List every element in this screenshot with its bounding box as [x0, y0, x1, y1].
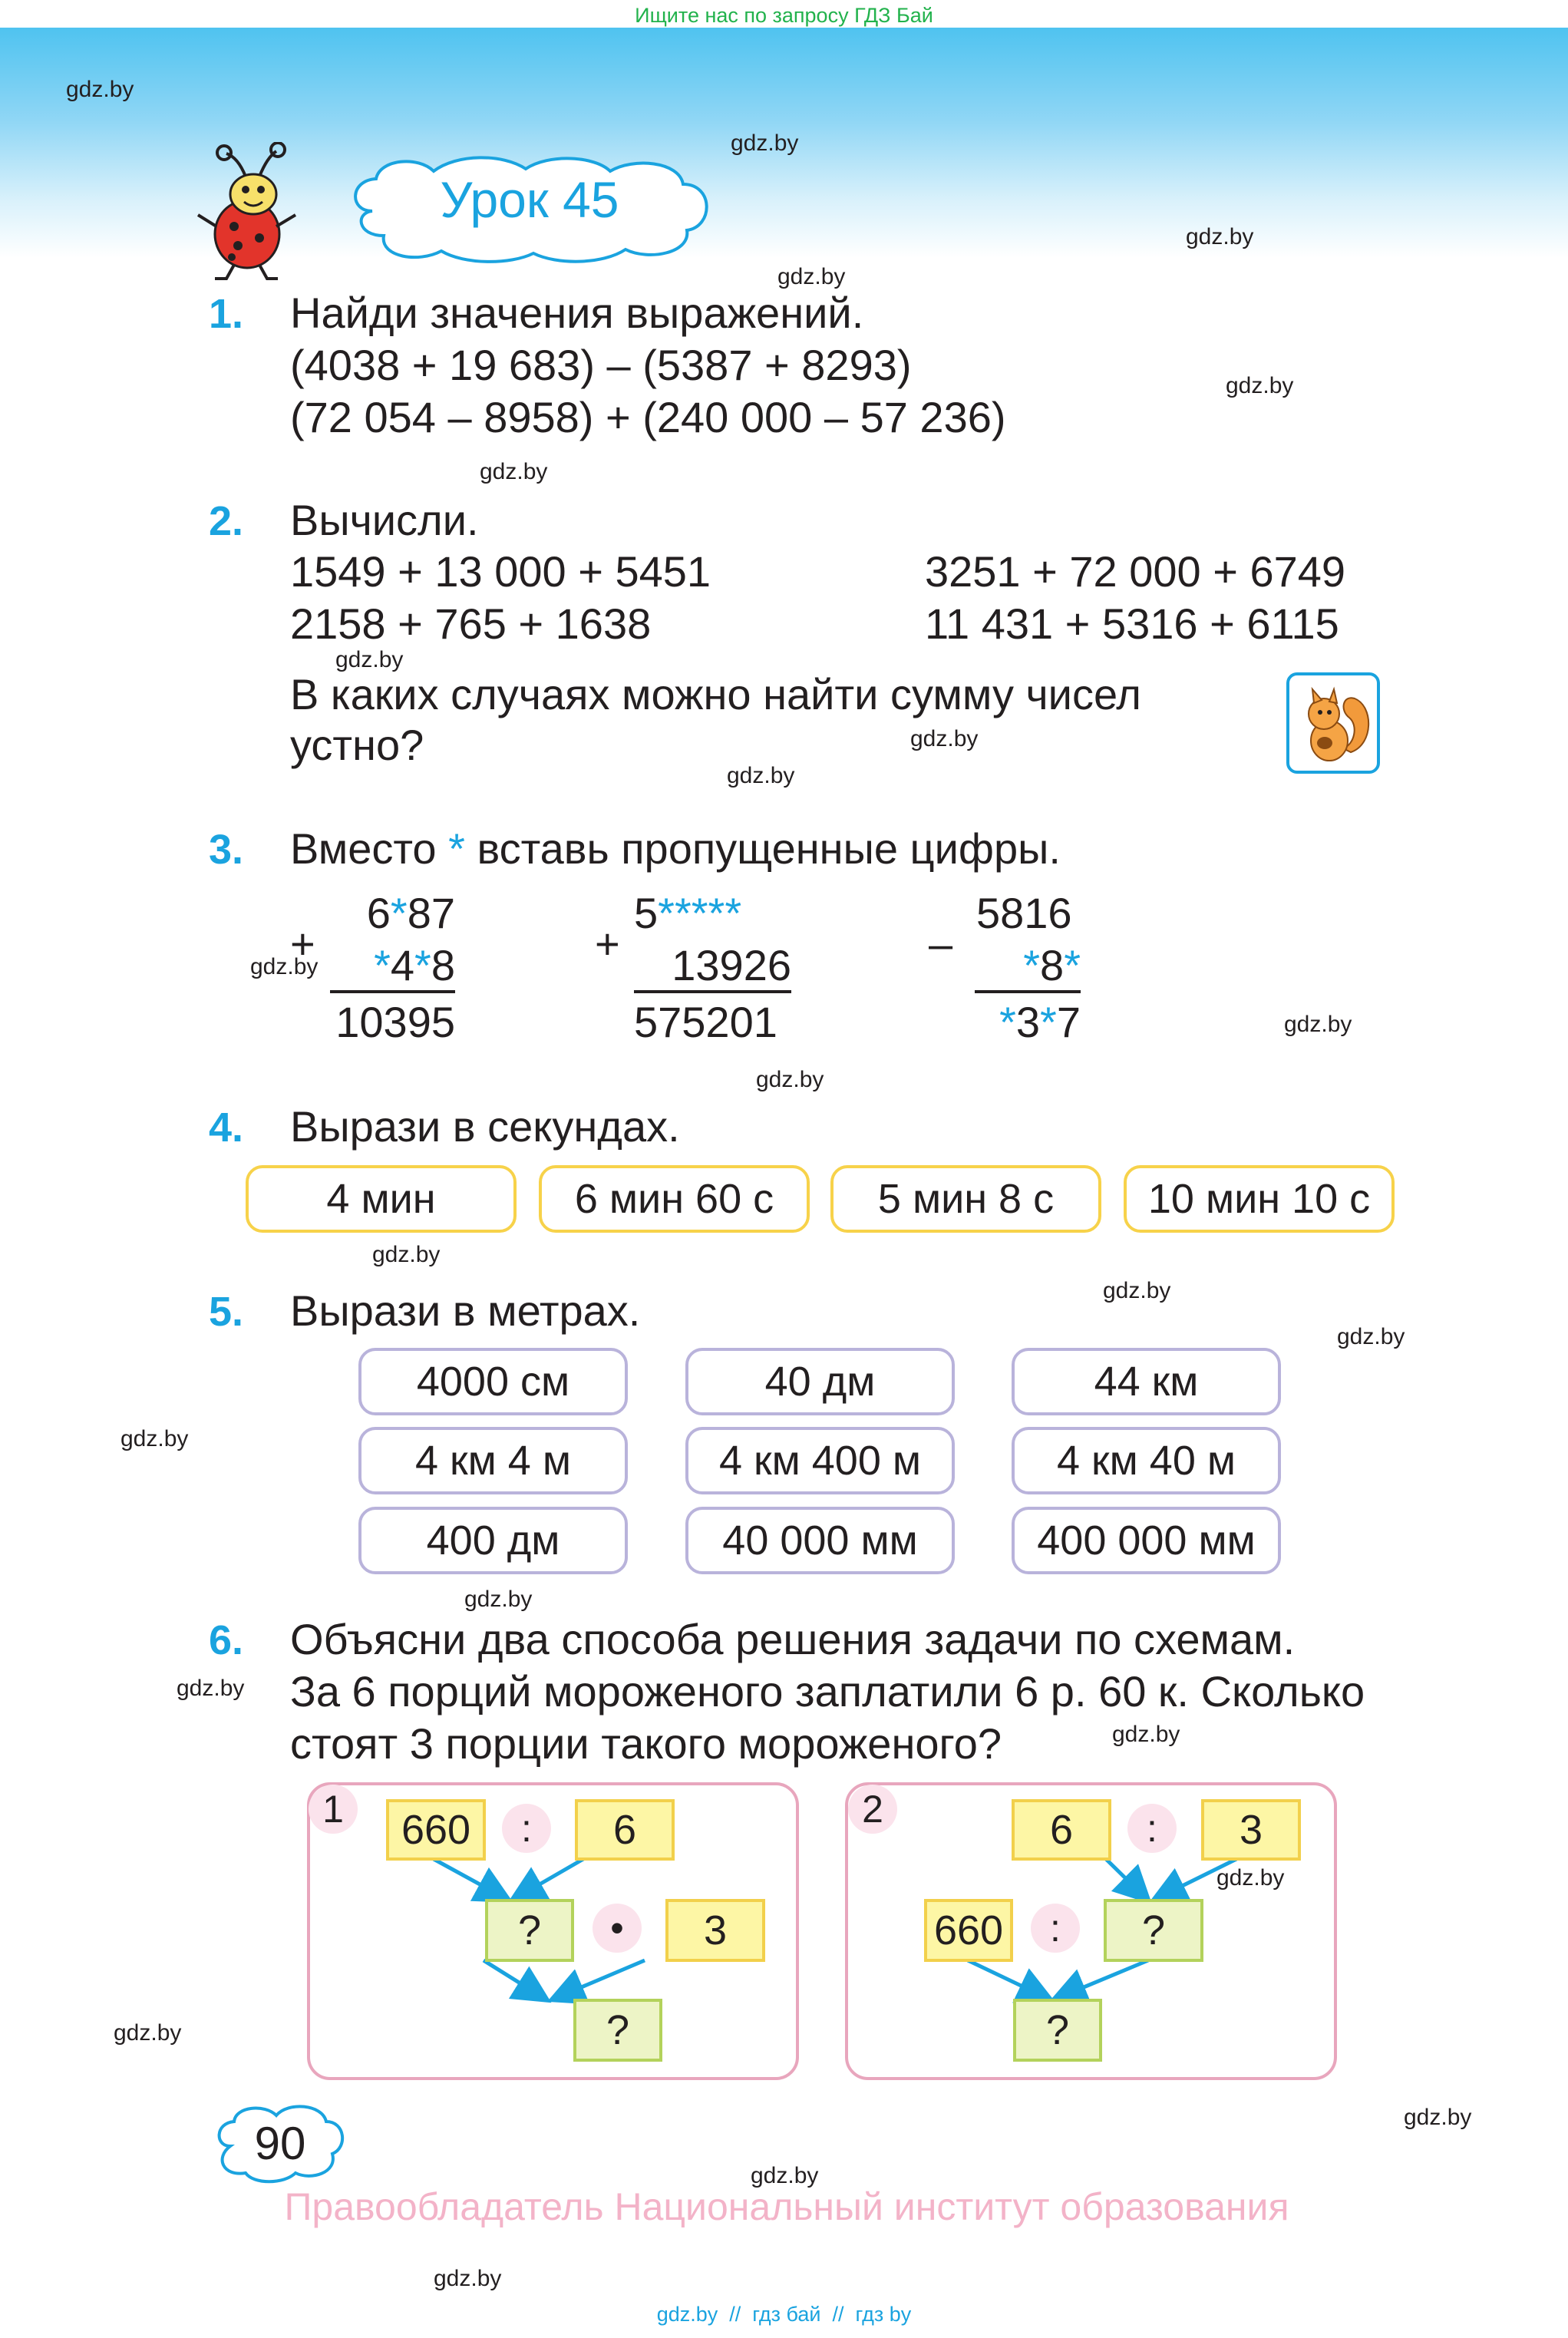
watermark: gdz.by — [372, 1242, 441, 1267]
task-5-number: 5. — [209, 1289, 244, 1335]
watermark: gdz.by — [1284, 1012, 1352, 1037]
time-card: 5 мин 8 с — [830, 1165, 1101, 1233]
subtrahend: *8* — [975, 941, 1081, 993]
scheme-1-op-multiply: • — [593, 1904, 642, 1953]
watermark: gdz.by — [1186, 224, 1254, 249]
scheme-2-number: 2 — [848, 1785, 897, 1834]
sum-result: 10395 — [335, 998, 455, 1046]
time-card: 10 мин 10 с — [1124, 1165, 1395, 1233]
missing-digit-star: * — [999, 998, 1016, 1046]
missing-digit-star: * — [1023, 941, 1041, 989]
scheme-1-op-divide: : — [502, 1804, 551, 1853]
squirrel-icon — [1289, 675, 1377, 771]
length-card: 400 дм — [358, 1507, 628, 1574]
length-card: 400 000 мм — [1012, 1507, 1281, 1574]
plus-sign: + — [595, 920, 620, 968]
watermark: gdz.by — [464, 1587, 533, 1612]
task-4-number: 4. — [209, 1105, 244, 1151]
scheme-2-value-b: 3 — [1201, 1799, 1301, 1861]
difference-result: *3*7 — [999, 998, 1081, 1046]
length-card: 44 км — [1012, 1348, 1281, 1415]
scheme-2-value-a: 6 — [1012, 1799, 1111, 1861]
watermark: gdz.by — [731, 130, 799, 156]
task-1-expr-1: (4038 + 19 683) – (5387 + 8293) — [290, 341, 912, 389]
task-1-expr-2: (72 054 – 8958) + (240 000 – 57 236) — [290, 393, 1006, 441]
missing-digit-star: * — [390, 889, 408, 937]
length-card: 4 км 4 м — [358, 1427, 628, 1494]
watermark: gdz.by — [480, 459, 548, 484]
watermark: gdz.by — [66, 77, 134, 102]
addend-2: *4*8 — [330, 941, 455, 993]
addend-1: 6*87 — [366, 889, 455, 937]
task-4-title: Вырази в секундах. — [290, 1102, 680, 1151]
task-3-title-b: вставь пропущенные цифры. — [477, 824, 1061, 873]
watermark: gdz.by — [250, 954, 319, 979]
length-card: 4 км 400 м — [685, 1427, 955, 1494]
footer-links[interactable]: gdz.by // гдз бай // гдз by — [656, 2303, 912, 2326]
watermark: gdz.by — [1103, 1278, 1171, 1303]
copyright-notice: Правообладатель Национальный институт образования — [284, 2185, 1289, 2228]
time-card: 4 мин — [246, 1165, 517, 1233]
missing-digit-star: * — [414, 941, 431, 989]
length-card: 40 000 мм — [685, 1507, 955, 1574]
plus-sign: + — [290, 920, 315, 968]
scheme-1-unknown-1: ? — [485, 1899, 574, 1962]
scheme-1-value-b: 6 — [575, 1799, 675, 1861]
watermark: gdz.by — [1216, 1865, 1285, 1891]
watermark: gdz.by — [434, 2266, 502, 2291]
missing-digit-star: * — [1064, 941, 1081, 989]
addend-2: 13926 — [634, 941, 791, 993]
watermark: gdz.by — [756, 1067, 824, 1092]
length-card: 4000 см — [358, 1348, 628, 1415]
length-card: 4 км 40 м — [1012, 1427, 1281, 1494]
task-6-line-1: Объясни два способа решения задачи по схемам. — [290, 1615, 1296, 1663]
length-card: 40 дм — [685, 1348, 955, 1415]
watermark: gdz.by — [120, 1426, 189, 1451]
scheme-1-value-c: 3 — [665, 1899, 765, 1962]
task-2-number: 2. — [209, 498, 244, 544]
ladybug-mascot-icon — [192, 142, 299, 280]
watermark: gdz.by — [1112, 1722, 1180, 1747]
scheme-2-op-divide: : — [1031, 1904, 1080, 1953]
watermark: gdz.by — [751, 2163, 819, 2188]
watermark: gdz.by — [727, 763, 795, 788]
watermark: gdz.by — [335, 647, 404, 672]
task-6-number: 6. — [209, 1617, 244, 1663]
task-2-expr-a2: 2158 + 765 + 1638 — [290, 599, 652, 648]
scheme-2-unknown-1: ? — [1104, 1899, 1203, 1962]
scheme-1-number: 1 — [309, 1785, 358, 1834]
addend-1: 5***** — [634, 889, 742, 937]
watermark: gdz.by — [1337, 1324, 1405, 1349]
scheme-2-unknown-2: ? — [1013, 1999, 1102, 2062]
task-2-expr-b2: 11 431 + 5316 + 6115 — [925, 599, 1339, 648]
task-3-title-a: Вместо — [290, 824, 437, 873]
minuend: 5816 — [976, 889, 1072, 937]
watermark: gdz.by — [177, 1676, 245, 1701]
lesson-title: Урок 45 — [440, 171, 619, 228]
scheme-1-value-a: 660 — [386, 1799, 486, 1861]
missing-digit-star: * — [1040, 998, 1057, 1046]
scheme-2-value-c: 660 — [924, 1899, 1013, 1962]
task-3-title — [290, 823, 1061, 875]
task-1-number: 1. — [209, 291, 244, 337]
task-2-question-1: В каких случаях можно найти сумму чисел — [290, 670, 1141, 718]
task-2-expr-a1: 1549 + 13 000 + 5451 — [290, 547, 711, 596]
watermark: gdz.by — [777, 264, 846, 289]
asterisk-icon: * — [448, 824, 465, 873]
page-number: 90 — [254, 2118, 306, 2169]
minus-sign: – — [929, 920, 953, 968]
scheme-1-unknown-2: ? — [573, 1999, 662, 2062]
squirrel-hint-box — [1286, 672, 1380, 774]
missing-digit-star: * — [374, 941, 391, 989]
watermark: gdz.by — [114, 2020, 182, 2046]
task-2-expr-b1: 3251 + 72 000 + 6749 — [925, 547, 1346, 596]
task-2-title: Вычисли. — [290, 496, 479, 544]
scheme-2-op-divide: : — [1127, 1804, 1177, 1853]
top-notice[interactable]: Ищите нас по запросу ГДЗ Бай — [635, 4, 933, 27]
task-6-line-2: За 6 порций мороженого заплатили 6 р. 60 к. Сколько — [290, 1667, 1365, 1716]
missing-digits-stars: ***** — [658, 889, 742, 937]
task-3-number: 3. — [209, 827, 244, 873]
task-1-title: Найди значения выражений. — [290, 289, 864, 337]
watermark: gdz.by — [1404, 2105, 1472, 2130]
watermark: gdz.by — [1226, 373, 1294, 398]
task-5-title: Вырази в метрах. — [290, 1286, 641, 1335]
sum-result: 575201 — [634, 998, 777, 1046]
task-6-line-3: стоят 3 порции такого мороженого? — [290, 1719, 1002, 1768]
watermark: gdz.by — [910, 726, 979, 751]
time-card: 6 мин 60 с — [539, 1165, 810, 1233]
task-2-question-2: устно? — [290, 721, 424, 769]
